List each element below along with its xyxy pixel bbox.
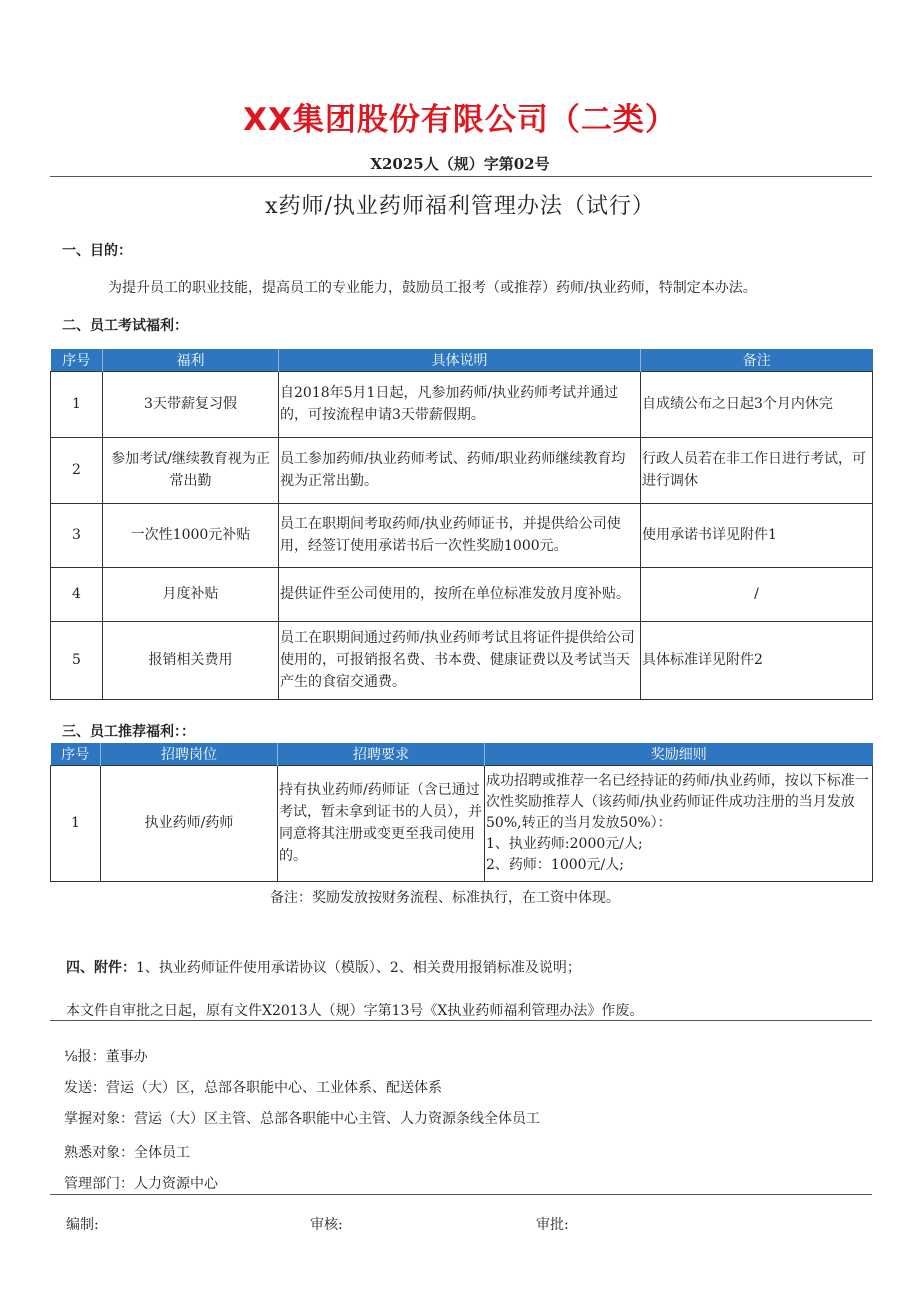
signature-approve: 审批: [536, 1217, 569, 1233]
reward-details [485, 765, 873, 881]
col-header-position: 招聘岗位 [101, 743, 278, 765]
exam-table-header [51, 349, 873, 371]
section-heading-purpose: 一、目的： [62, 243, 132, 259]
section-heading-exam-benefits: 二、员工考试福利： [62, 318, 188, 334]
exam-benefits-table [50, 349, 873, 700]
header-divider [50, 176, 872, 177]
benefit-note: 行政人员若在非工作日进行考试，可进行调休 [641, 437, 873, 503]
managing-department: 管理部门：人力资源中心 [64, 1176, 218, 1192]
table-row [51, 567, 873, 621]
row-number: 3 [51, 503, 103, 567]
benefit-name: 3天带薪复习假 [103, 371, 279, 437]
attachments-text: 1、执业药师证件使用承诺协议（模版）、2、相关费用报销标准及说明； [136, 960, 581, 976]
benefit-description: 员工在职期间通过药师/执业药师考试且将证件提供给公司使用的，可报销报名费、书本费、健康证费以及考试当天产生的食宿交通费。 [279, 621, 641, 699]
recruit-position: 执业药师/药师 [101, 765, 278, 881]
recruit-requirement: 持有执业药师/药师证（含已通过考试，暂未拿到证书的人员），并同意将其注册或变更至我司使用的。 [278, 765, 485, 881]
table-row [51, 503, 873, 567]
benefit-note: 自成绩公布之日起3个月内休完 [641, 371, 873, 437]
signature-compile: 编制: [66, 1217, 99, 1233]
attachments-line [66, 957, 581, 977]
section-heading-referral-benefits: 三、员工推荐福利：： [62, 724, 195, 740]
benefit-description: 员工在职期间考取药师/执业药师证书，并提供给公司使用，经签订使用承诺书后一次性奖励1000元。 [279, 503, 641, 567]
referral-benefits-table [50, 743, 873, 882]
table-row [51, 621, 873, 699]
table-row [51, 371, 873, 437]
abolish-notice: 本文件自审批之日起，原有文件X2013人（规）字第13号《X执业药师福利管理办法》作废。 [66, 1003, 644, 1019]
reward-item-licensed: 1、执业药师:2000元/人; [486, 835, 643, 852]
col-header-note: 备注 [641, 349, 873, 371]
col-header-requirement: 招聘要求 [278, 743, 485, 765]
col-header-no: 序号 [51, 349, 103, 371]
reward-item-pharmacist: 2、药师：1000元/人; [486, 856, 624, 873]
purpose-text: 为提升员工的职业技能，提高员工的专业能力，鼓励员工报考（或推荐）药师/执业药师，特制定本办法。 [108, 280, 757, 296]
col-header-reward: 奖励细则 [485, 743, 873, 765]
benefit-note: / [641, 567, 873, 621]
benefit-note: 使用承诺书详见附件1 [641, 503, 873, 567]
section-heading-attachments: 四、附件： [66, 960, 136, 976]
referral-remark: 备注：奖励发放按财务流程、标准执行，在工资中体现。 [270, 890, 620, 906]
row-number: 5 [51, 621, 103, 699]
benefit-description: 自2018年5月1日起，凡参加药师/执业药师考试并通过的，可按流程申请3天带薪假期。 [279, 371, 641, 437]
benefit-name: 报销相关费用 [103, 621, 279, 699]
familiar-audience: 熟悉对象：全体员工 [64, 1145, 190, 1161]
row-number: 4 [51, 567, 103, 621]
row-number: 1 [51, 765, 101, 881]
document-number: X2025人（规）字第02号 [370, 155, 550, 173]
benefit-description: 员工参加药师/执业药师考试、药师/职业药师继续教育均视为正常出勤。 [279, 437, 641, 503]
referral-table-header [51, 743, 873, 765]
table-row [51, 437, 873, 503]
row-number: 2 [51, 437, 103, 503]
send-to: 发送：营运（大）区，总部各职能中心、工业体系、配送体系 [64, 1080, 442, 1096]
benefit-note: 具体标准详见附件2 [641, 621, 873, 699]
benefit-name: 月度补贴 [103, 567, 279, 621]
row-number: 1 [51, 371, 103, 437]
benefit-name: 一次性1000元补贴 [103, 503, 279, 567]
col-header-description: 具体说明 [279, 349, 641, 371]
distribution-divider-top [50, 1020, 872, 1021]
reward-intro: 成功招聘或推荐一名已经持证的药师/执业药师，按以下标准一次性奖励推荐人（该药师/执业药师证件成功注册的当月发放50%,转正的当月发放50%）： [486, 772, 869, 831]
report-to: ⅛报：董事办 [64, 1049, 148, 1065]
table-row [51, 765, 873, 881]
benefit-description: 提供证件至公司使用的，按所在单位标准发放月度补贴。 [279, 567, 641, 621]
signature-review: 审核: [310, 1217, 343, 1233]
benefit-name: 参加考试/继续教育视为正常出勤 [103, 437, 279, 503]
distribution-divider-bottom [50, 1194, 872, 1195]
document-title: x药师/执业药师福利管理办法（试行） [265, 194, 655, 219]
col-header-no: 序号 [51, 743, 101, 765]
col-header-benefit: 福利 [103, 349, 279, 371]
company-title: XX集团股份有限公司（二类） [243, 102, 677, 138]
master-audience: 掌握对象：营运（大）区主管、总部各职能中心主管、人力资源条线全体员工 [64, 1111, 540, 1127]
